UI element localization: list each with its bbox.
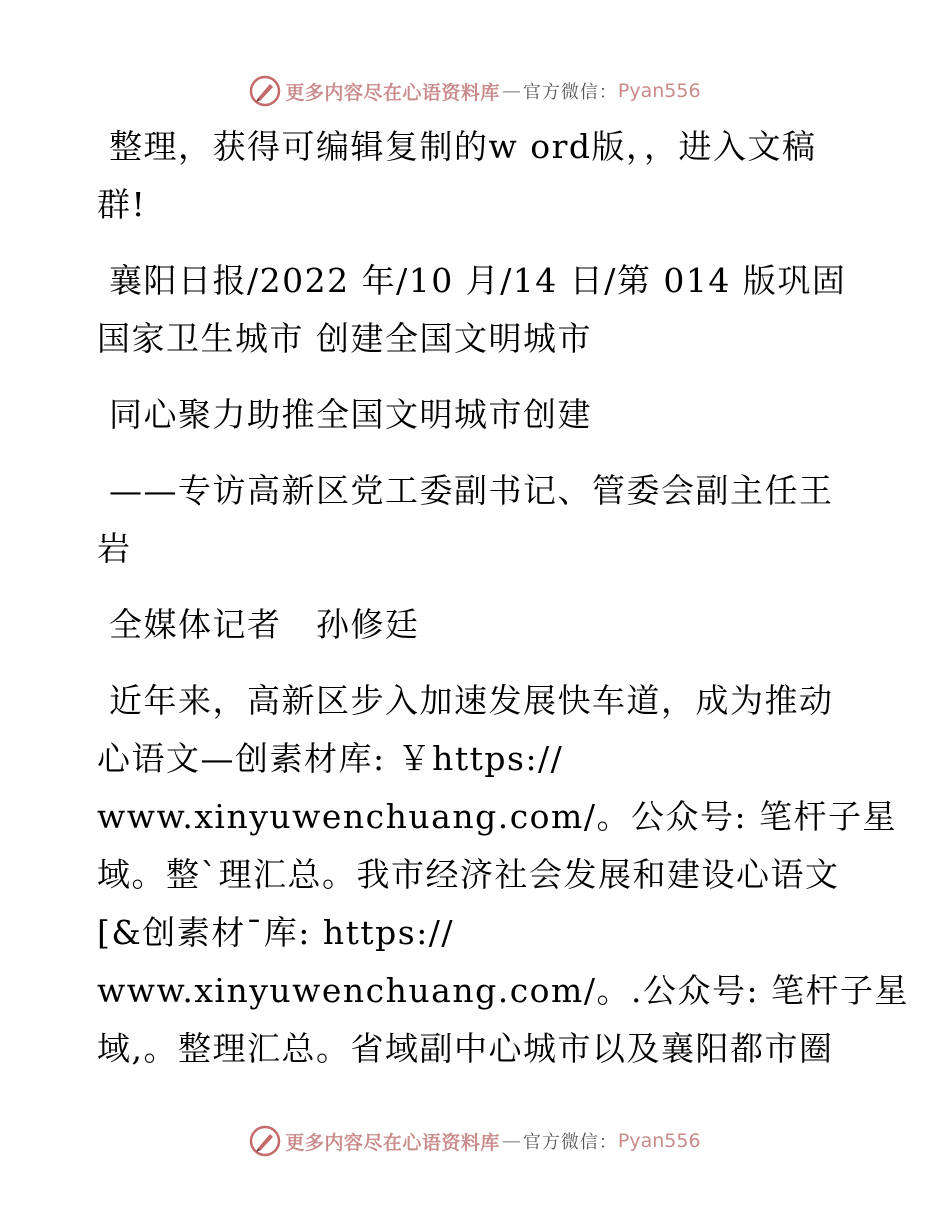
pen-logo-icon bbox=[249, 75, 281, 107]
banner-label: 官方微信： bbox=[522, 82, 618, 103]
banner-brand: 更多内容尽在心语资料库 bbox=[285, 1131, 500, 1154]
pen-logo-icon bbox=[249, 1125, 281, 1157]
text-line: ——专访高新区党工委副书记、管委会副主任王 bbox=[109, 471, 834, 510]
banner-brand: 更多内容尽在心语资料库 bbox=[285, 81, 500, 104]
banner-wechat-id: Pyan556 bbox=[617, 80, 701, 102]
text-line: 岩 bbox=[97, 529, 132, 568]
text-line: www.xinyuwenchuang.com/。.公众号: 笔杆子星 bbox=[97, 971, 910, 1010]
paragraph bbox=[97, 672, 910, 1078]
text-line: [&创素材¯库: https:// bbox=[97, 913, 455, 952]
text-line: www.xinyuwenchuang.com/。公众号: 笔杆子星 bbox=[97, 797, 898, 836]
paragraph bbox=[97, 118, 837, 234]
banner-separator: — bbox=[501, 1130, 521, 1152]
paragraph bbox=[97, 252, 847, 368]
text-line: 整理，获得可编辑复制的w ord版，，进入文稿 bbox=[109, 127, 817, 166]
text-line: 心语文—创素材库: ￥https:// bbox=[97, 739, 564, 778]
byline bbox=[97, 596, 837, 654]
text-line: 域。整`理汇总。我市经济社会发展和建设心语文 bbox=[97, 855, 840, 894]
text-line: 域,。整理汇总。省域副中心城市以及襄阳都市圈 bbox=[97, 1029, 834, 1068]
text-line: 群! bbox=[97, 185, 147, 224]
text-line: 近年来，高新区步入加速发展快车道，成为推动 bbox=[109, 681, 834, 720]
article-subtitle bbox=[97, 462, 837, 578]
document-body bbox=[97, 118, 910, 1096]
banner-separator: — bbox=[501, 80, 521, 102]
text-line: 国家卫生城市 创建全国文明城市 bbox=[97, 319, 592, 358]
header-watermark-banner bbox=[0, 71, 950, 111]
text-line: 襄阳日报/2022 年/10 月/14 日/第 014 版巩固 bbox=[109, 261, 847, 300]
text-line: 同心聚力助推全国文明城市创建 bbox=[109, 395, 592, 434]
banner-wechat-id: Pyan556 bbox=[617, 1130, 701, 1152]
text-line: 全媒体记者 孙修廷 bbox=[109, 605, 420, 644]
banner-label: 官方微信： bbox=[522, 1132, 618, 1153]
footer-watermark-banner bbox=[0, 1121, 950, 1161]
article-title bbox=[97, 386, 837, 444]
